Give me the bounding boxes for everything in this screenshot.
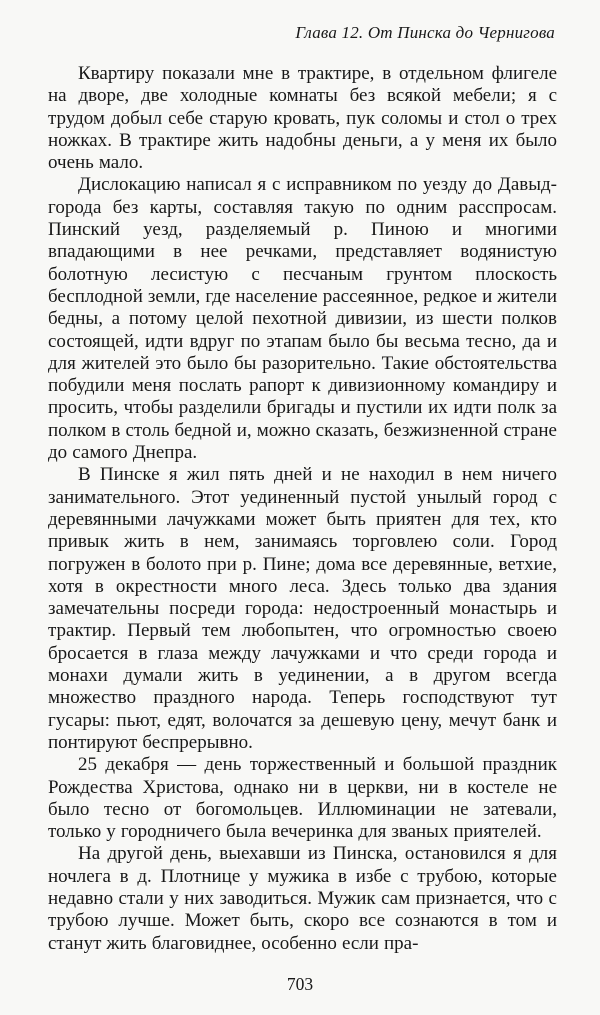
paragraph: Дислокацию написал я с исправником по уезду до Давыд-города без карты, составляя такую по одним расспросам. Пинский уезд, разделяемый р. Пиною и многими впадающими в нее речками, представляет водянистую болотную лесистую с песчаным грунтом плоскость бесплодной земли, где население рассеянное, редкое и жители бедны, а потому целой пехотной дивизии, из шести полков состоящей, идти вдруг по этапам было бы весьма тесно, да и для жителей это было бы разорительно. Такие обстоятельства побудили меня послать рапорт к дивизионному командиру и просить, чтобы разделили бригады и пустили их идти полк за полком в столь бедной и, можно сказать, безжизненной стране до самого Днепра. bbox=[48, 174, 557, 464]
paragraph: В Пинске я жил пять дней и не находил в нем ничего занимательного. Этот уединенный пустой унылый город с деревянными лачужками может быть приятен для тех, кто привык жить в нем, занимаясь торговлею соли. Город погружен в болото при р. Пине; дома все деревянные, ветхие, хотя в окрестности много леса. Здесь только два здания замечательны посреди города: недостроенный монастырь и трактир. Первый тем любопытен, что огромностью своею бросается в глаза между лачужками и что среди города и монахи думали жить в уединении, а в другом всегда множество праздного народа. Теперь господствуют тут гусары: пьют, едят, волочатся за дешевую цену, мечут банк и понтируют беспрерывно. bbox=[48, 464, 557, 753]
paragraph: Квартиру показали мне в трактире, в отдельном флигеле на дворе, две холодные комнаты без всякой мебели; я с трудом добыл себе старую кровать, пук соломы и стол о трех ножках. В трактире жить надобны деньги, а у меня их было очень мало. bbox=[48, 63, 557, 174]
body-text bbox=[48, 63, 557, 961]
paragraph: На другой день, выехавши из Пинска, остановился я для ночлега в д. Плотнице у мужика в избе с трубою, которые недавно стали у них заводиться. Мужик сам признается, что с трубою лучше. Может быть, скоро все сознаются в том и станут жить благовиднее, особенно если пра- bbox=[48, 843, 557, 954]
paragraph: 25 декабря — день торжественный и большой праздник Рождества Христова, однако ни в церкви, ни в костеле не было тесно от богомольцев. Иллюминации не затевали, только у городничего была вечеринка для званых приятелей. bbox=[48, 754, 557, 843]
running-head: Глава 12. От Пинска до Чернигова bbox=[295, 23, 555, 42]
page-number: 703 bbox=[286, 974, 314, 994]
